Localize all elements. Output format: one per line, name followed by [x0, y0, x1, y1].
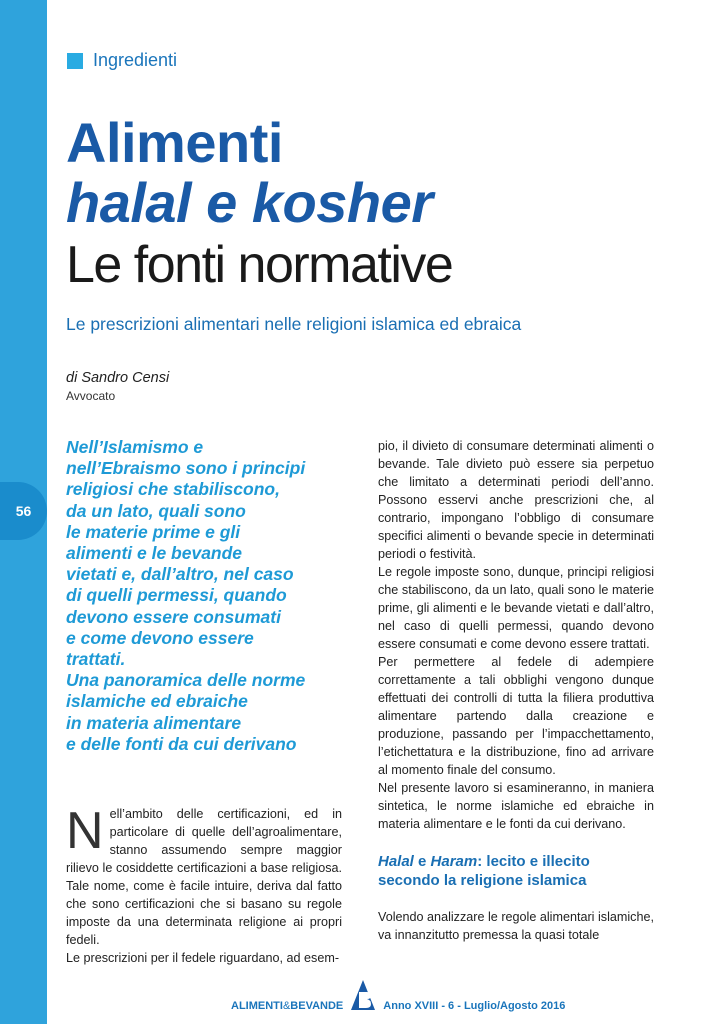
heading-rest: : lecito e illecito [477, 853, 590, 870]
footer [231, 978, 565, 1012]
body-paragraph: Le regole imposte sono, dunque, principi religiosi che stabiliscono, da un lato, quali sono le materie prime, gli alimenti e le bevande vietati e dall’altro, nel caso di quelli permessi, quando devono essere consumati e come devono essere trattati. [378, 565, 654, 651]
body-paragraph: Nel presente lavoro si esamineranno, in maniera sintetica, le norme islamiche ed ebraiche in materia alimentare e le fonti da cui derivano. [378, 781, 654, 831]
drop-cap: N [66, 802, 104, 860]
lead-line: di quelli permessi, quando [66, 585, 287, 606]
body-column-right-continued [378, 908, 654, 944]
body-paragraph: Per permettere al fedele di adempiere correttamente a tali obblighi vengono dunque effettuati dei controlli di tutta la filiera produttiva alimentare partendo dalla creazione e produzione, passando per l’impacchettamento, l’etichettatura e la distribuzione, fino ad arrivare al momento finale del consumo. [378, 655, 654, 777]
heading-haram: Haram [430, 853, 478, 870]
square-bullet-icon [67, 53, 83, 69]
section-label-text: Ingredienti [93, 50, 178, 70]
lead-line: da un lato, quali sono [66, 500, 246, 521]
body-paragraph: Le prescrizioni per il fedele riguardano, ad esem- [66, 951, 340, 965]
lead-line: devono essere consumati [66, 606, 281, 627]
body-text: ell’ambito delle certificazioni, ed in particolare di quelle dell’agroalimentare, stanno assumendo sempre maggior rilievo le cosiddette certificazioni a base religiosa. Tale nome, come è facile intuire, deriva dal fatto che sono certificazioni che si basano su regole imposte da una determinata religione ai propri fedeli. [66, 807, 342, 947]
section-heading [378, 852, 658, 890]
section-label [67, 50, 177, 71]
lead-line: e delle fonti da cui derivano [66, 733, 297, 754]
subtitle: Le prescrizioni alimentari nelle religioni islamica ed ebraica [66, 314, 522, 334]
lead-line: le materie prime e gli [66, 521, 241, 542]
magazine-name [231, 1000, 343, 1012]
lead-line: nell’Ebraismo sono i principi [66, 458, 306, 479]
heading-line-2: secondo la religione islamica [378, 872, 587, 889]
body-paragraph: pio, il divieto di consumare determinati alimenti o bevande. Tale divieto può essere sia perpetuo che limitato a determinati periodi dell’anno. Possono esservi anche prescrizioni che, al contrario, impongano l’obbligo di consumare specifici alimenti o bevande specie in determinati periodi o festività. [378, 439, 654, 561]
lead-line: religiosi che stabiliscono, [66, 479, 280, 500]
lead-paragraph [66, 437, 356, 755]
lead-line: Nell’Islamismo e [66, 437, 204, 457]
lead-line: islamiche ed ebraiche [66, 691, 248, 712]
magazine-name-a: ALIMENTI [231, 1000, 283, 1012]
lead-line: vietati e, dall’altro, nel caso [66, 564, 294, 585]
body-paragraph: Volendo analizzare le regole alimentari islamiche, va innanzitutto premessa la quasi totale [378, 910, 654, 942]
lead-line: trattati. [66, 649, 126, 670]
author-name: di Sandro Censi [66, 370, 170, 386]
body-paragraph [66, 802, 342, 949]
author-role: Avvocato [66, 389, 116, 403]
issue-info: Anno XVIII - 6 - Luglio/Agosto 2016 [383, 1000, 566, 1012]
body-column-right [378, 437, 654, 833]
title-line-3: Le fonti normative [66, 236, 453, 294]
heading-halal: Halal [378, 853, 414, 870]
magazine-name-b: BEVANDE [290, 1000, 344, 1012]
magazine-logo-icon [349, 978, 377, 1012]
magazine-name-amp: & [282, 1000, 291, 1012]
lead-line: e come devono essere [66, 627, 254, 648]
title-line-2: halal e kosher [66, 171, 433, 234]
lead-line: in materia alimentare [66, 712, 242, 733]
heading-e: e [413, 853, 431, 870]
title-line-1: Alimenti [66, 111, 283, 174]
lead-line: Una panoramica delle norme [66, 670, 306, 691]
page-number: 56 [15, 503, 32, 519]
lead-line: alimenti e le bevande [66, 543, 243, 564]
body-column-left [66, 802, 342, 967]
